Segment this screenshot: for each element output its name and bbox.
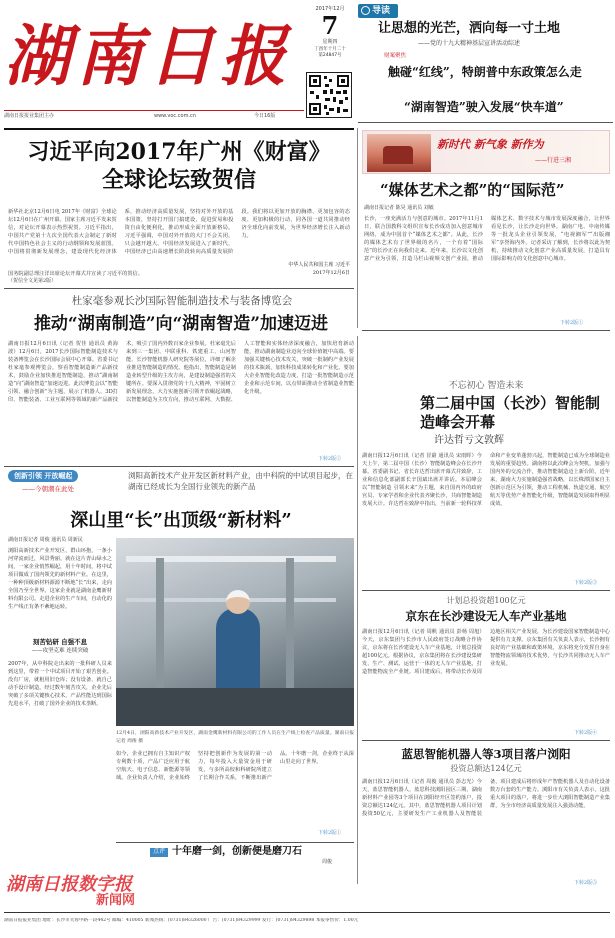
top-headline-footer-body: 国务院副总理汪洋出席论坛开幕式并宣读了习近平的贺信。 <box>8 271 143 277</box>
promo-title[interactable]: “媒体艺术之都”的“国际范” <box>380 181 565 199</box>
section-divider-1 <box>4 288 354 289</box>
blue-body: 湖南日报12月6日讯（记者 周俊 通讯员 彭志光）今天，蓝思智能机器人、蓝思科技浏阳园区三期、湖南新材料产业园等3个项目在浏阳经开区签约落户，投资总额达124亿元。其中，蓝思智能机器人项目计划投资50亿元，主要研发生产工业机器人及智能装备，项目建成后将形成年产智能机器人及自动化设备数万台套的生产能力。浏阳市有关负责人表示，这批重大项目的落户，将进一步壮大浏阳智能制造产业集群，为全市经济高质量发展注入强劲动能。 <box>362 779 610 817</box>
section-divider-right-1 <box>362 590 610 591</box>
photo-bench <box>116 688 354 726</box>
watermark-logo: 湖南日报数字报 <box>6 874 132 895</box>
promo-slogan-sub: ——行进三湘 <box>535 157 572 164</box>
innovation-body-left-2: 2007年，从中科院走出来的一批科研人员来到这里，带着一个中试项目开始了艰苦创业。没有厂房，就租用旧仓库；没有设备，就自己动手设计制造。经过数年刻苦攻关，企业先后突破了多项关键核心技术，产品性能达到国际先进水平，打破了国外企业的技术垄断。 <box>8 661 112 707</box>
guide-headline-1[interactable]: 让思想的光芒，洒向每一寸土地 <box>378 21 561 36</box>
factory-photo <box>116 538 354 726</box>
quote-divider <box>116 842 354 843</box>
section-divider-2 <box>4 466 354 467</box>
robots-title[interactable]: 京东在长沙建设无人车产业基地 <box>405 609 567 623</box>
footer-line: 湖南日报报业集团 地址：长沙市芙蓉中路一段442号 邮编：410005 新闻热线：(0731)84326000 广告：(0731)84329999 发行：(0731)84329898 本报零售价：1.00元 <box>4 918 359 923</box>
summit-continue[interactable]: 下转2版③ <box>574 580 598 586</box>
section-divider-right-2 <box>362 740 610 741</box>
top-headline-date: 2017年12月6日 <box>312 270 350 276</box>
innovation-subhead-1: 刻苦钻研 自强不息 <box>32 638 88 646</box>
summit-body: 湖南日报12月6日讯（记者 冒蕞 通讯员 宋雨晖）今天上午，第二届中国（长沙）智能制造峰会在长沙开幕。省委副书记、省长许达哲出席开幕式并致辞，工业和信息化部副部长辛国斌出席并讲话。本届峰会以“智能制造 引领未来”为主题，来自国内外的政府官员、专家学者和企业代表齐聚长沙，共商智能制造发展大计。许达哲在致辞中指出，当前新一轮科技革命和产业变革蓬勃兴起，智能制造已成为全球制造业发展的重要趋势。湖南将以此次峰会为契机，加强与国内外的交流合作，推动智能制造迈上新台阶。近年来，湖南大力实施制造强省战略，以长株潭国家自主创新示范区为引领，推动工程机械、轨道交通、航空航天等优势产业智能化升级，智能制造发展取得明显成效。 <box>362 453 610 507</box>
top-headline-line1[interactable]: 习近平向2017年广州《财富》 <box>27 139 331 165</box>
summit-title[interactable]: 第二届中国（长沙）智能制造峰会开幕 <box>420 394 601 431</box>
guide-kicker: 财案聚焦 <box>384 53 407 59</box>
photo-caption: 12月4日，浏阳高新技术产业开发区，湖南金鹰新材料有限公司的工作人员在生产线上检查产品质量。湖南日报记者 周俊 摄 <box>116 731 354 744</box>
guide-headline-1-sub: ——党的十九大精神基层宣讲活动综述 <box>418 40 521 47</box>
section-divider-promo <box>362 330 610 331</box>
guide-header-label: 导读 <box>372 6 391 16</box>
innovation-badge-top: 创新引领 开放崛起 <box>8 470 78 482</box>
promo-image <box>367 134 431 172</box>
blue-continue[interactable]: 下转2版⑤ <box>574 880 598 886</box>
guide-headline-3[interactable]: “湖南智造”驶入发展“快车道” <box>404 100 564 114</box>
promo-byline: 湖南日报记者 陈昊 通讯员 刘敏 <box>364 205 434 211</box>
date-weekday: 星期四 <box>322 39 338 46</box>
innovation-subhead-2: ——攻坚克难 连续突破 <box>31 648 89 654</box>
innovation-badge <box>8 470 120 498</box>
top-headline-continue[interactable]: （贺信全文见第2版） <box>8 278 57 284</box>
top-headline-byline: 中华人民共和国主席 习近平 <box>288 262 350 268</box>
date-day: 7 <box>321 11 339 41</box>
column-divider-top <box>357 128 358 328</box>
innovation-title[interactable]: 深山里“长”出顶级“新材料” <box>70 510 292 531</box>
promo-slogan: 新时代 新气象 新作为 <box>437 138 544 151</box>
top-headline-line2[interactable]: 全球论坛致贺信 <box>101 167 256 193</box>
lead-body: 湖南日报12月6日讯（记者 贺佳 通讯员 黄海波）12月6日，2017长沙国际智能制造技术与装备博览会在长沙国际会展中心开幕。省委书记杜家毫参观博览会，察看智能制造新产品新技术，鼓励企业加快推进智能制造，推动“湖南制造”向“湖南智造”加速迈进。此次博览会以“智能引领、融合创新”为主题，展示了机器人、3D打印、智能装备、工业互联网等领域的新产品新技术，吸引了国内外数百家企业参展。杜家毫先后来到三一集团、中联重科、铁建重工、山河智能、长沙智能机器人研究院等展位，详细了解企业推进智能制造的情况。他指出，智能制造是制造业转型升级的主攻方向，是建设制造强省的关键所在。要深入贯彻党的十九大精神，牢固树立新发展理念，大力实施创新引领开放崛起战略，以智能制造为主攻方向，推动互联网、大数据、人工智能和实体经济深度融合，加快培育新动能，推动湖南制造业迈向全球价值链中高端。要加强关键核心技术攻关，突破一批制约产业发展的技术瓶颈，加快科技成果转化和产业化。要加大企业智能化改造力度，打造一批智能制造示范企业和示范车间，以点带面推动全省制造业智能化升级。 <box>8 341 354 403</box>
robots-continue[interactable]: 下转2版④ <box>574 730 598 736</box>
guide-panel <box>358 4 613 122</box>
promo-body: 长沙，一座充满活力与创意的城市。2017年11月1日，联合国教科文组织宣布长沙成功加入创意城市网络，成为中国首个“媒体艺术之都”。从此，长沙的媒体艺术有了世界级的名片，一个有着“国际范”的长沙正在向我们走来。近年来，长沙以文化创意产业为引领，打造马栏山视频文创产业园，推动媒体艺术、数字技术与城市发展深度融合，让世界看见长沙，让长沙走向世界。湖南广电、中南传媒等一批龙头企业引领发展，“电视湘军”“出版湘军”享誉海内外。记者采访了解到，长沙将以此为契机，持续推动文化创意产业高质量发展，打造具有国际影响力的文化创意中心城市。 <box>364 216 610 262</box>
innovation-badge-sub: ——今朝潮在此处 <box>22 485 74 493</box>
quote-tag: 点评 <box>150 848 168 857</box>
photo-machine-column-2 <box>286 558 294 708</box>
qr-code <box>306 72 352 118</box>
website-link[interactable]: www.voc.com.cn <box>154 113 196 119</box>
masthead-rule <box>4 128 354 130</box>
innovation-continue[interactable]: 下转2版① <box>318 830 342 836</box>
photo-machine-column <box>156 558 164 708</box>
top-headline <box>4 138 354 194</box>
quote-author: 周俊 <box>322 859 333 865</box>
guide-divider <box>358 122 613 123</box>
promo-banner <box>362 130 610 174</box>
photo-worker-head <box>226 590 250 614</box>
masthead-logo: 湖南日报 <box>4 17 292 95</box>
watermark-site: 新闻网 <box>96 893 136 908</box>
guide-icon <box>361 6 370 15</box>
promo-continue[interactable]: 下转2版① <box>560 320 584 326</box>
today-pages: 今日16版 <box>254 113 276 119</box>
summit-kicker: 不忘初心 智造未来 <box>448 381 524 391</box>
promo-building-shape <box>383 146 413 164</box>
footer-rule <box>4 912 610 913</box>
publisher-text: 湖南日报报业集团主办 <box>4 113 55 119</box>
robots-body: 湖南日报12月6日讯（记者 周帆 通讯员 彭杨 周旭）今天，京东集团与长沙市人民政府签订战略合作协议，京东将在长沙建设无人车产业基地，计划总投资超100亿元。根据协议，京东集团将在长沙建设集研发、生产、测试、运营于一体的无人车产业基地，打造智能物流全产业链。项目建成后，将带动长沙及周边地区相关产业发展，为长沙建设国家智能制造中心提供有力支撑。京东集团有关负责人表示，长沙拥有良好的产业基础和政策环境，京东将充分发挥自身在智能物流领域的技术优势，与长沙共同推动无人车产业发展。 <box>362 629 610 675</box>
blue-title[interactable]: 蓝思智能机器人等3项目落户浏阳 <box>401 747 571 761</box>
innovation-byline: 湖南日报记者 周俊 通讯员 周新民 <box>8 537 83 543</box>
lead-kicker: 杜家毫参观长沙国际智能制造技术与装备博览会 <box>71 295 293 307</box>
blue-subtitle: 投资总额达124亿元 <box>450 764 522 773</box>
guide-header <box>358 4 398 18</box>
date-year-month: 2017年12月 <box>315 6 345 12</box>
innovation-deck: 浏阳高新技术产业开发区新材料产业，由中科院的中试项目起步，在湖南已经成长为全国行业领先的新产品 <box>128 471 353 491</box>
publisher-bar <box>4 110 304 122</box>
lead-continue[interactable]: 下转2版② <box>318 456 342 462</box>
guide-headline-2[interactable]: 触碰“红线”，特朗普中东政策怎么走 <box>388 65 582 79</box>
summit-subtitle: 许达哲亏文敦辉 <box>434 435 504 446</box>
issue-number: 第24847号 <box>318 53 342 59</box>
date-lunar: 丁酉年十月二十 <box>314 46 346 52</box>
quote-title[interactable]: 十年磨一剑，创新便是磨刀石 <box>172 846 302 857</box>
lead-title[interactable]: 推动“湖南制造”向“湖南智造”加速迈进 <box>33 314 329 334</box>
robots-kicker: 计划总投资超100亿元 <box>446 596 526 605</box>
date-block <box>308 6 352 76</box>
column-divider-main <box>357 336 358 884</box>
innovation-body-left: 浏阳高新技术产业开发区，群山环抱，一条小河穿流而过，风景秀丽。就在这片青山绿水之间，一家企业悄然崛起，用十年时间，将中试项目做成了国内领先的新材料产业。在这里，一种种顶级新材料源源不断地“长”出来，走向全国乃至全世界。这家企业就是湖南金鹰新材料有限公司。走进企业的生产车间，自动化的生产线正有条不紊地运转。 <box>8 548 112 610</box>
innovation-body-right: 如今，企业已拥有自主知识产权专利数十项，产品广泛应用于航空航天、电子信息、新能源等领域。企业负责人介绍，企业始终坚持把创新作为发展的第一动力，每年投入大量资金用于研发，与多所高校和科研院所建立了长期合作关系，不断推出新产品。十年磨一剑，企业终于从深山里走向了世界。 <box>116 751 354 781</box>
top-headline-body: 新华社北京12月6日电 2017年《财富》全球论坛12月6日在广州开幕。国家主席习近平发来贺信，对论坛开幕表示热烈祝贺。习近平指出，中国共产党第十九次全国代表大会制定了新时代中国特色社会主义的行动纲领和发展蓝图。中国将贯彻新发展理念，建设现代化经济体系，推动经济高质量发展，坚持对外开放的基本国策，坚持打开国门搞建设，促进贸易和投资自由化便利化，推动形成全面开放新格局。习近平强调，中国对外开放的大门不会关闭，只会越开越大。中国经济发展进入了新时代，中国经济已由高速增长阶段转向高质量发展阶段。我们将以更加开放的胸襟、更加包容的态度、更加积极的行动，同各国一道共同推动经济全球化向前发展，为世界经济增长注入新动力。 <box>8 209 350 255</box>
